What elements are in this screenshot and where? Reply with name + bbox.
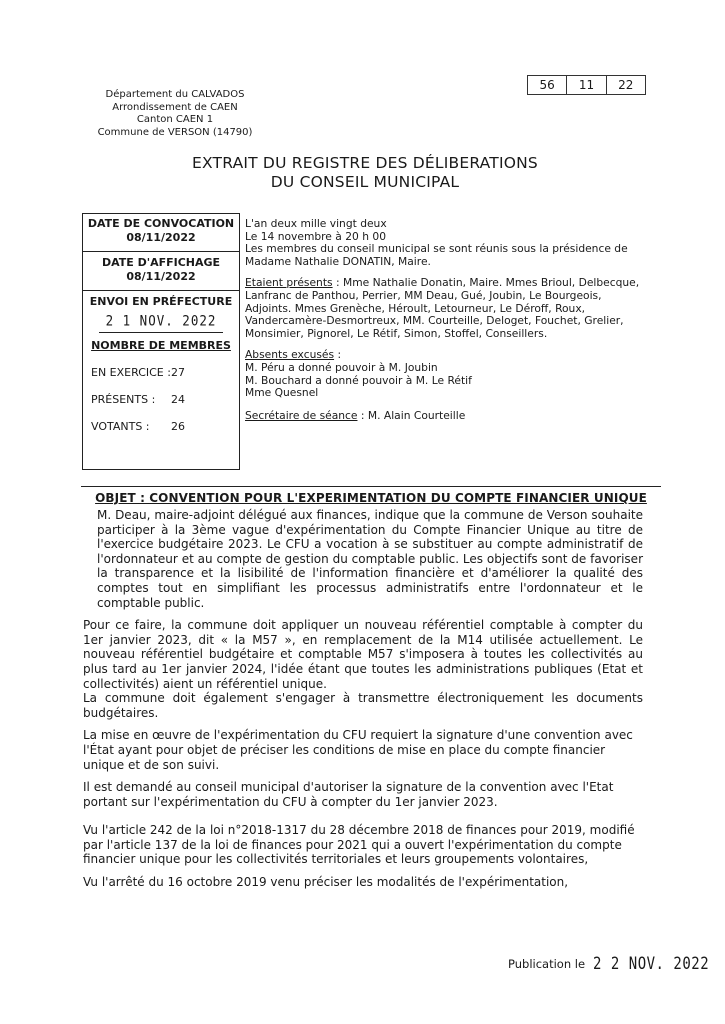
commune: Commune de VERSON (14790) xyxy=(97,126,253,138)
presents-value: 24 xyxy=(171,393,185,406)
publication-line xyxy=(508,956,709,972)
meeting-info-box xyxy=(82,213,240,470)
deliberation-body xyxy=(83,508,643,890)
prefecture-date-stamp: 2 1 NOV. 2022 xyxy=(105,311,217,330)
absents-heading: Absents excusés xyxy=(245,348,335,362)
votants-row xyxy=(91,420,239,433)
meeting-line: Les membres du conseil municipal se sont réunis sous la présidence de Madame Nathalie DONATIN, Maire. xyxy=(245,242,628,268)
paragraph: La commune doit également s'engager à transmettre électroniquement les documents budgétaires. xyxy=(83,691,643,720)
convocation-label: DATE DE CONVOCATION xyxy=(87,217,235,230)
en-exercice-value: 27 xyxy=(171,366,185,379)
reference-cell: 11 xyxy=(566,76,605,94)
members-label: NOMBRE DE MEMBRES xyxy=(91,339,231,352)
objet-text: OBJET : CONVENTION POUR L'EXPERIMENTATION DU COMPTE FINANCIER UNIQUE xyxy=(95,491,647,505)
absent-item: M. Péru a donné pouvoir à M. Joubin xyxy=(245,360,438,374)
votants-value: 26 xyxy=(171,420,185,433)
absent-item: Mme Quesnel xyxy=(245,386,319,400)
absents-colon: : xyxy=(334,348,342,362)
department: Département du CALVADOS xyxy=(105,89,245,100)
presents-paragraph xyxy=(245,277,645,340)
year-line: L'an deux mille vingt deux xyxy=(245,217,387,230)
title-line-1: EXTRAIT DU REGISTRE DES DÉLIBERATIONS xyxy=(192,154,538,172)
affichage-section xyxy=(83,252,239,284)
title-line-2: DU CONSEIL MUNICIPAL xyxy=(270,173,460,191)
presents-list: : Mme Nathalie Donatin, Maire. Mmes Brioul, Delbecque, Lanfranc de Panthou, Perrier, MM Deau, Gué, Joubin, Le Bourgeois, Adjoints. Mmes Grenèche, Héroult, Letourneur, Le Déroff, Roux, Vandercamère-Desmortreux, MM. Courteille, Deloget, Fouchet, Grelier, Monsimier, Pignorel, Le Rétif, Simon, Stoffel, Conseillers. xyxy=(245,276,640,340)
convocation-date: 08/11/2022 xyxy=(126,231,196,244)
paragraph: M. Deau, maire-adjoint délégué aux finances, indique que la commune de Verson souhaite participer à la 3ème vague d'expérimentation du Compte Financier Unique au titre de l'exercice budgétaire 2023. Le CFU a vocation à se substituer au compte administratif de l'ordonnateur et au compte de gestion du comptable public. Les objectifs sont de favoriser la transparence et la lisibilité de l'information financière et d'améliorer la qualité des comptes tout en simplifiant les processus administratifs entre l'ordonnateur et le comptable public. xyxy=(97,508,643,610)
publication-label: Publication le xyxy=(508,957,586,971)
en-exercice-row xyxy=(91,366,239,379)
presents-heading: Etaient présents xyxy=(245,276,333,290)
objet-heading xyxy=(81,486,661,505)
arrondissement: Arrondissement de CAEN xyxy=(112,101,238,113)
secretaire-line xyxy=(245,410,645,423)
meeting-intro xyxy=(245,218,645,422)
paragraph: Vu l'arrêté du 16 octobre 2019 venu préciser les modalités de l'expérimentation, xyxy=(83,875,569,890)
divider xyxy=(99,332,223,333)
secretaire-name: : M. Alain Courteille xyxy=(357,408,466,422)
document-title xyxy=(140,154,590,192)
canton: Canton CAEN 1 xyxy=(136,114,214,126)
en-exercice-label: EN EXERCICE : xyxy=(91,366,171,379)
paragraph: Il est demandé au conseil municipal d'autoriser la signature de la convention avec l'Etat portant sur l'expérimentation du CFU à compter du 1er janvier 2023. xyxy=(83,780,614,809)
date-line: Le 14 novembre à 20 h 00 xyxy=(245,229,386,243)
secretaire-heading: Secrétaire de séance xyxy=(245,408,358,422)
admin-header xyxy=(90,89,260,139)
presents-label: PRÉSENTS : xyxy=(91,393,156,406)
publication-date-stamp: 2 2 NOV. 2022 xyxy=(593,954,710,974)
paragraph: La mise en œuvre de l'expérimentation du CFU requiert la signature d'une convention avec l'État ayant pour objet de préciser les conditions de mise en place du compte financier unique et de son suivi. xyxy=(83,728,633,772)
absent-item: M. Bouchard a donné pouvoir à M. Le Rétif xyxy=(245,373,472,387)
presents-row xyxy=(91,393,239,406)
paragraph: Pour ce faire, la commune doit appliquer un nouveau référentiel comptable à compter du 1er janvier 2023, dit « la M57 », en remplacement de la M14 utilisée actuellement. Le nouveau référentiel budgétaire et comptable M57 s'imposera à toutes les collectivités au plus tard au 1er janvier 2024, l'idée étant que toutes les administrations publiques (Etat et collectivités) aient un référentiel unique. xyxy=(83,618,643,691)
reference-cell: 22 xyxy=(606,76,645,94)
affichage-date: 08/11/2022 xyxy=(126,270,196,283)
reference-number-box xyxy=(527,75,646,95)
votants-label: VOTANTS : xyxy=(91,420,150,433)
affichage-label: DATE D'AFFICHAGE xyxy=(101,256,221,269)
paragraph: Vu l'article 242 de la loi n°2018-1317 du 28 décembre 2018 de finances pour 2019, modifié par l'article 137 de la loi de finances pour 2021 qui a ouvert l'expérimentation du compte financier unique pour les collectivités territoriales et leurs groupements volontaires, xyxy=(83,823,635,867)
reference-cell: 56 xyxy=(539,78,555,92)
prefecture-section xyxy=(83,291,239,309)
prefecture-label: ENVOI EN PRÉFECTURE xyxy=(89,295,233,308)
convocation-section xyxy=(83,214,239,245)
